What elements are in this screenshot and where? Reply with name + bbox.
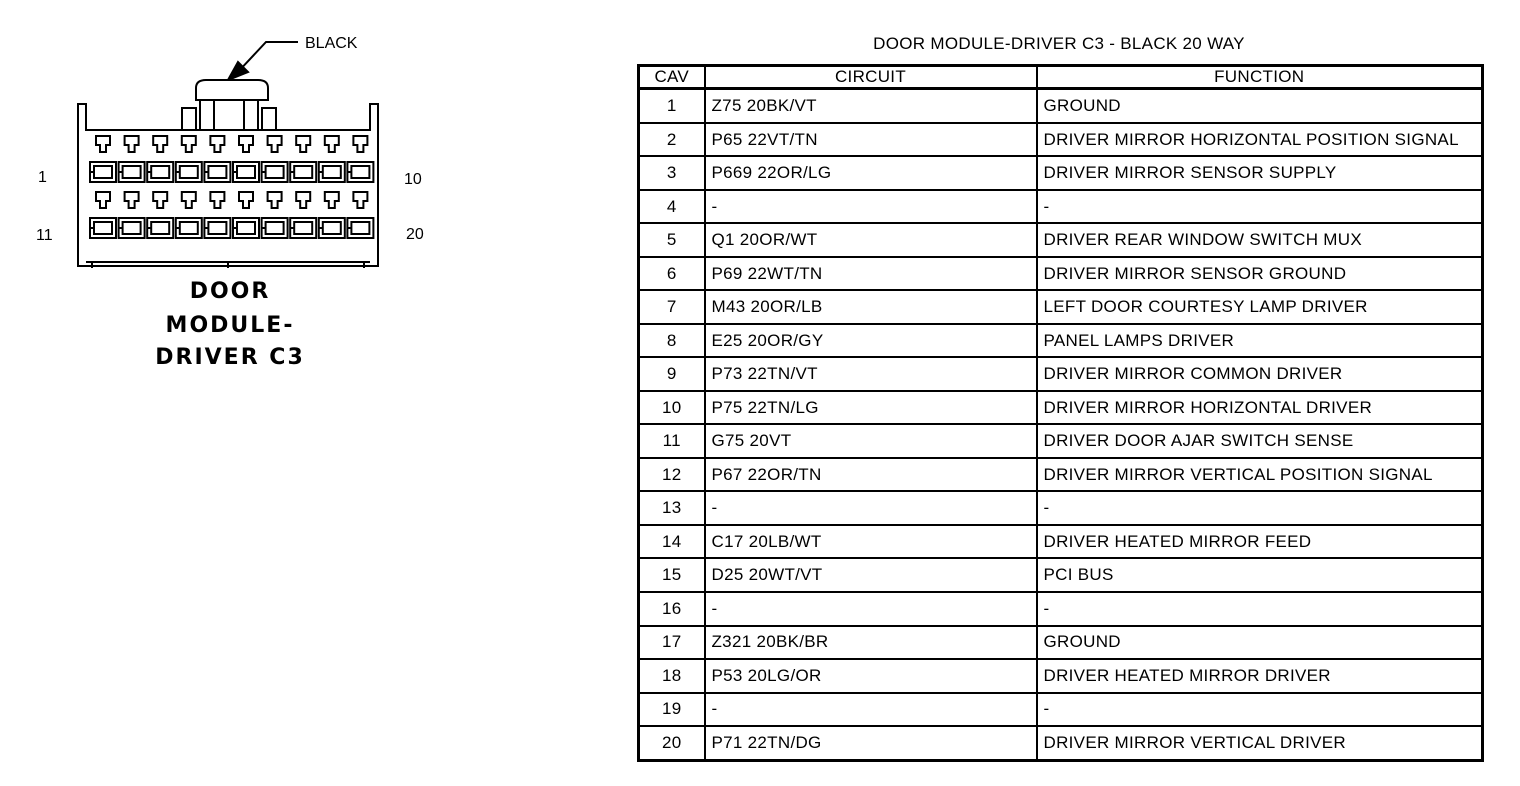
table-row xyxy=(639,290,1483,324)
pin-label-20: 20 xyxy=(406,226,424,243)
cell-circuit: P73 22TN/VT xyxy=(705,357,1037,391)
cell-cav: 13 xyxy=(639,491,705,525)
cell-circuit: Q1 20OR/WT xyxy=(705,223,1037,257)
connector-title-line-3: DRIVER C3 xyxy=(155,345,305,370)
table-row xyxy=(639,357,1483,391)
table-row xyxy=(639,223,1483,257)
table-row xyxy=(639,424,1483,458)
table-title: DOOR MODULE-DRIVER C3 - BLACK 20 WAY xyxy=(873,34,1245,53)
pin-label-11: 11 xyxy=(36,227,53,244)
cell-cav: 3 xyxy=(639,156,705,190)
cell-function: DRIVER REAR WINDOW SWITCH MUX xyxy=(1037,223,1483,257)
cell-function: DRIVER MIRROR COMMON DRIVER xyxy=(1037,357,1483,391)
cell-function: DRIVER MIRROR HORIZONTAL DRIVER xyxy=(1037,391,1483,425)
table-row xyxy=(639,693,1483,727)
table-row xyxy=(639,156,1483,190)
header-cav: CAV xyxy=(639,66,705,89)
cell-circuit: - xyxy=(705,190,1037,224)
cavity xyxy=(319,136,345,182)
cell-cav: 6 xyxy=(639,257,705,291)
cell-cav: 8 xyxy=(639,324,705,358)
cell-circuit: P53 20LG/OR xyxy=(705,659,1037,693)
cell-circuit: M43 20OR/LB xyxy=(705,290,1037,324)
table-row xyxy=(639,391,1483,425)
pinout-table-body xyxy=(639,89,1483,761)
cavity xyxy=(176,192,202,238)
cell-cav: 17 xyxy=(639,626,705,660)
cell-function: - xyxy=(1037,190,1483,224)
cavity xyxy=(147,136,173,182)
table-row xyxy=(639,89,1483,123)
cell-circuit: D25 20WT/VT xyxy=(705,558,1037,592)
table-row xyxy=(639,558,1483,592)
cell-circuit: P669 22OR/LG xyxy=(705,156,1037,190)
cell-function: PCI BUS xyxy=(1037,558,1483,592)
pin-label-10: 10 xyxy=(404,171,422,188)
connector-title-line-1: DOOR xyxy=(189,279,271,304)
cell-function: LEFT DOOR COURTESY LAMP DRIVER xyxy=(1037,290,1483,324)
cell-function: - xyxy=(1037,693,1483,727)
cavity xyxy=(233,136,259,182)
table-row xyxy=(639,190,1483,224)
cell-cav: 7 xyxy=(639,290,705,324)
cell-circuit: - xyxy=(705,592,1037,626)
cell-function: DRIVER DOOR AJAR SWITCH SENSE xyxy=(1037,424,1483,458)
cell-function: GROUND xyxy=(1037,626,1483,660)
connector-diagram xyxy=(0,0,620,420)
pinout-table xyxy=(637,64,1484,762)
cell-circuit: Z75 20BK/VT xyxy=(705,89,1037,123)
connector-cavities xyxy=(90,136,373,238)
cell-cav: 12 xyxy=(639,458,705,492)
cavity xyxy=(204,192,230,238)
pin-label-1: 1 xyxy=(38,169,47,186)
cell-circuit: P69 22WT/TN xyxy=(705,257,1037,291)
cell-circuit: G75 20VT xyxy=(705,424,1037,458)
table-row xyxy=(639,324,1483,358)
cell-circuit: - xyxy=(705,491,1037,525)
table-row xyxy=(639,257,1483,291)
cell-cav: 5 xyxy=(639,223,705,257)
cell-function: GROUND xyxy=(1037,89,1483,123)
cell-function: DRIVER MIRROR SENSOR SUPPLY xyxy=(1037,156,1483,190)
cell-function: - xyxy=(1037,592,1483,626)
cell-cav: 1 xyxy=(639,89,705,123)
table-row xyxy=(639,626,1483,660)
cell-cav: 19 xyxy=(639,693,705,727)
table-row xyxy=(639,659,1483,693)
table-row xyxy=(639,491,1483,525)
cavity xyxy=(147,192,173,238)
cell-cav: 2 xyxy=(639,123,705,157)
header-circuit: CIRCUIT xyxy=(705,66,1037,89)
table-row xyxy=(639,458,1483,492)
cavity xyxy=(119,192,145,238)
cell-cav: 10 xyxy=(639,391,705,425)
table-row xyxy=(639,123,1483,157)
cavity xyxy=(262,136,288,182)
cell-circuit: - xyxy=(705,693,1037,727)
color-callout-arrow xyxy=(228,42,298,80)
cavity xyxy=(290,192,316,238)
cell-circuit: Z321 20BK/BR xyxy=(705,626,1037,660)
table-header-row xyxy=(639,66,1483,89)
cell-function: DRIVER MIRROR VERTICAL POSITION SIGNAL xyxy=(1037,458,1483,492)
cell-cav: 15 xyxy=(639,558,705,592)
cell-cav: 20 xyxy=(639,726,705,760)
cavity xyxy=(233,192,259,238)
cell-function: DRIVER MIRROR SENSOR GROUND xyxy=(1037,257,1483,291)
cell-circuit: C17 20LB/WT xyxy=(705,525,1037,559)
cell-cav: 18 xyxy=(639,659,705,693)
cell-cav: 11 xyxy=(639,424,705,458)
cell-cav: 16 xyxy=(639,592,705,626)
cell-function: DRIVER MIRROR VERTICAL DRIVER xyxy=(1037,726,1483,760)
cell-function: DRIVER MIRROR HORIZONTAL POSITION SIGNAL xyxy=(1037,123,1483,157)
cavity xyxy=(290,136,316,182)
cell-circuit: P67 22OR/TN xyxy=(705,458,1037,492)
table-row xyxy=(639,525,1483,559)
cavity xyxy=(204,136,230,182)
connector-lock-tab xyxy=(182,80,276,130)
cavity xyxy=(347,136,373,182)
cell-cav: 14 xyxy=(639,525,705,559)
table-row xyxy=(639,726,1483,760)
cavity xyxy=(176,136,202,182)
cavity xyxy=(347,192,373,238)
cavity xyxy=(262,192,288,238)
cell-circuit: E25 20OR/GY xyxy=(705,324,1037,358)
connector-title-line-2: MODULE- xyxy=(165,313,295,338)
cavity xyxy=(90,136,116,182)
connector-housing xyxy=(78,104,378,268)
header-function: FUNCTION xyxy=(1037,66,1483,89)
cell-function: - xyxy=(1037,491,1483,525)
color-callout-label: BLACK xyxy=(305,35,358,52)
cell-circuit: P65 22VT/TN xyxy=(705,123,1037,157)
cavity xyxy=(119,136,145,182)
cavity xyxy=(319,192,345,238)
table-row xyxy=(639,592,1483,626)
cell-function: PANEL LAMPS DRIVER xyxy=(1037,324,1483,358)
cell-function: DRIVER HEATED MIRROR FEED xyxy=(1037,525,1483,559)
cell-function: DRIVER HEATED MIRROR DRIVER xyxy=(1037,659,1483,693)
cell-cav: 4 xyxy=(639,190,705,224)
cell-cav: 9 xyxy=(639,357,705,391)
cell-circuit: P75 22TN/LG xyxy=(705,391,1037,425)
cavity xyxy=(90,192,116,238)
cell-circuit: P71 22TN/DG xyxy=(705,726,1037,760)
